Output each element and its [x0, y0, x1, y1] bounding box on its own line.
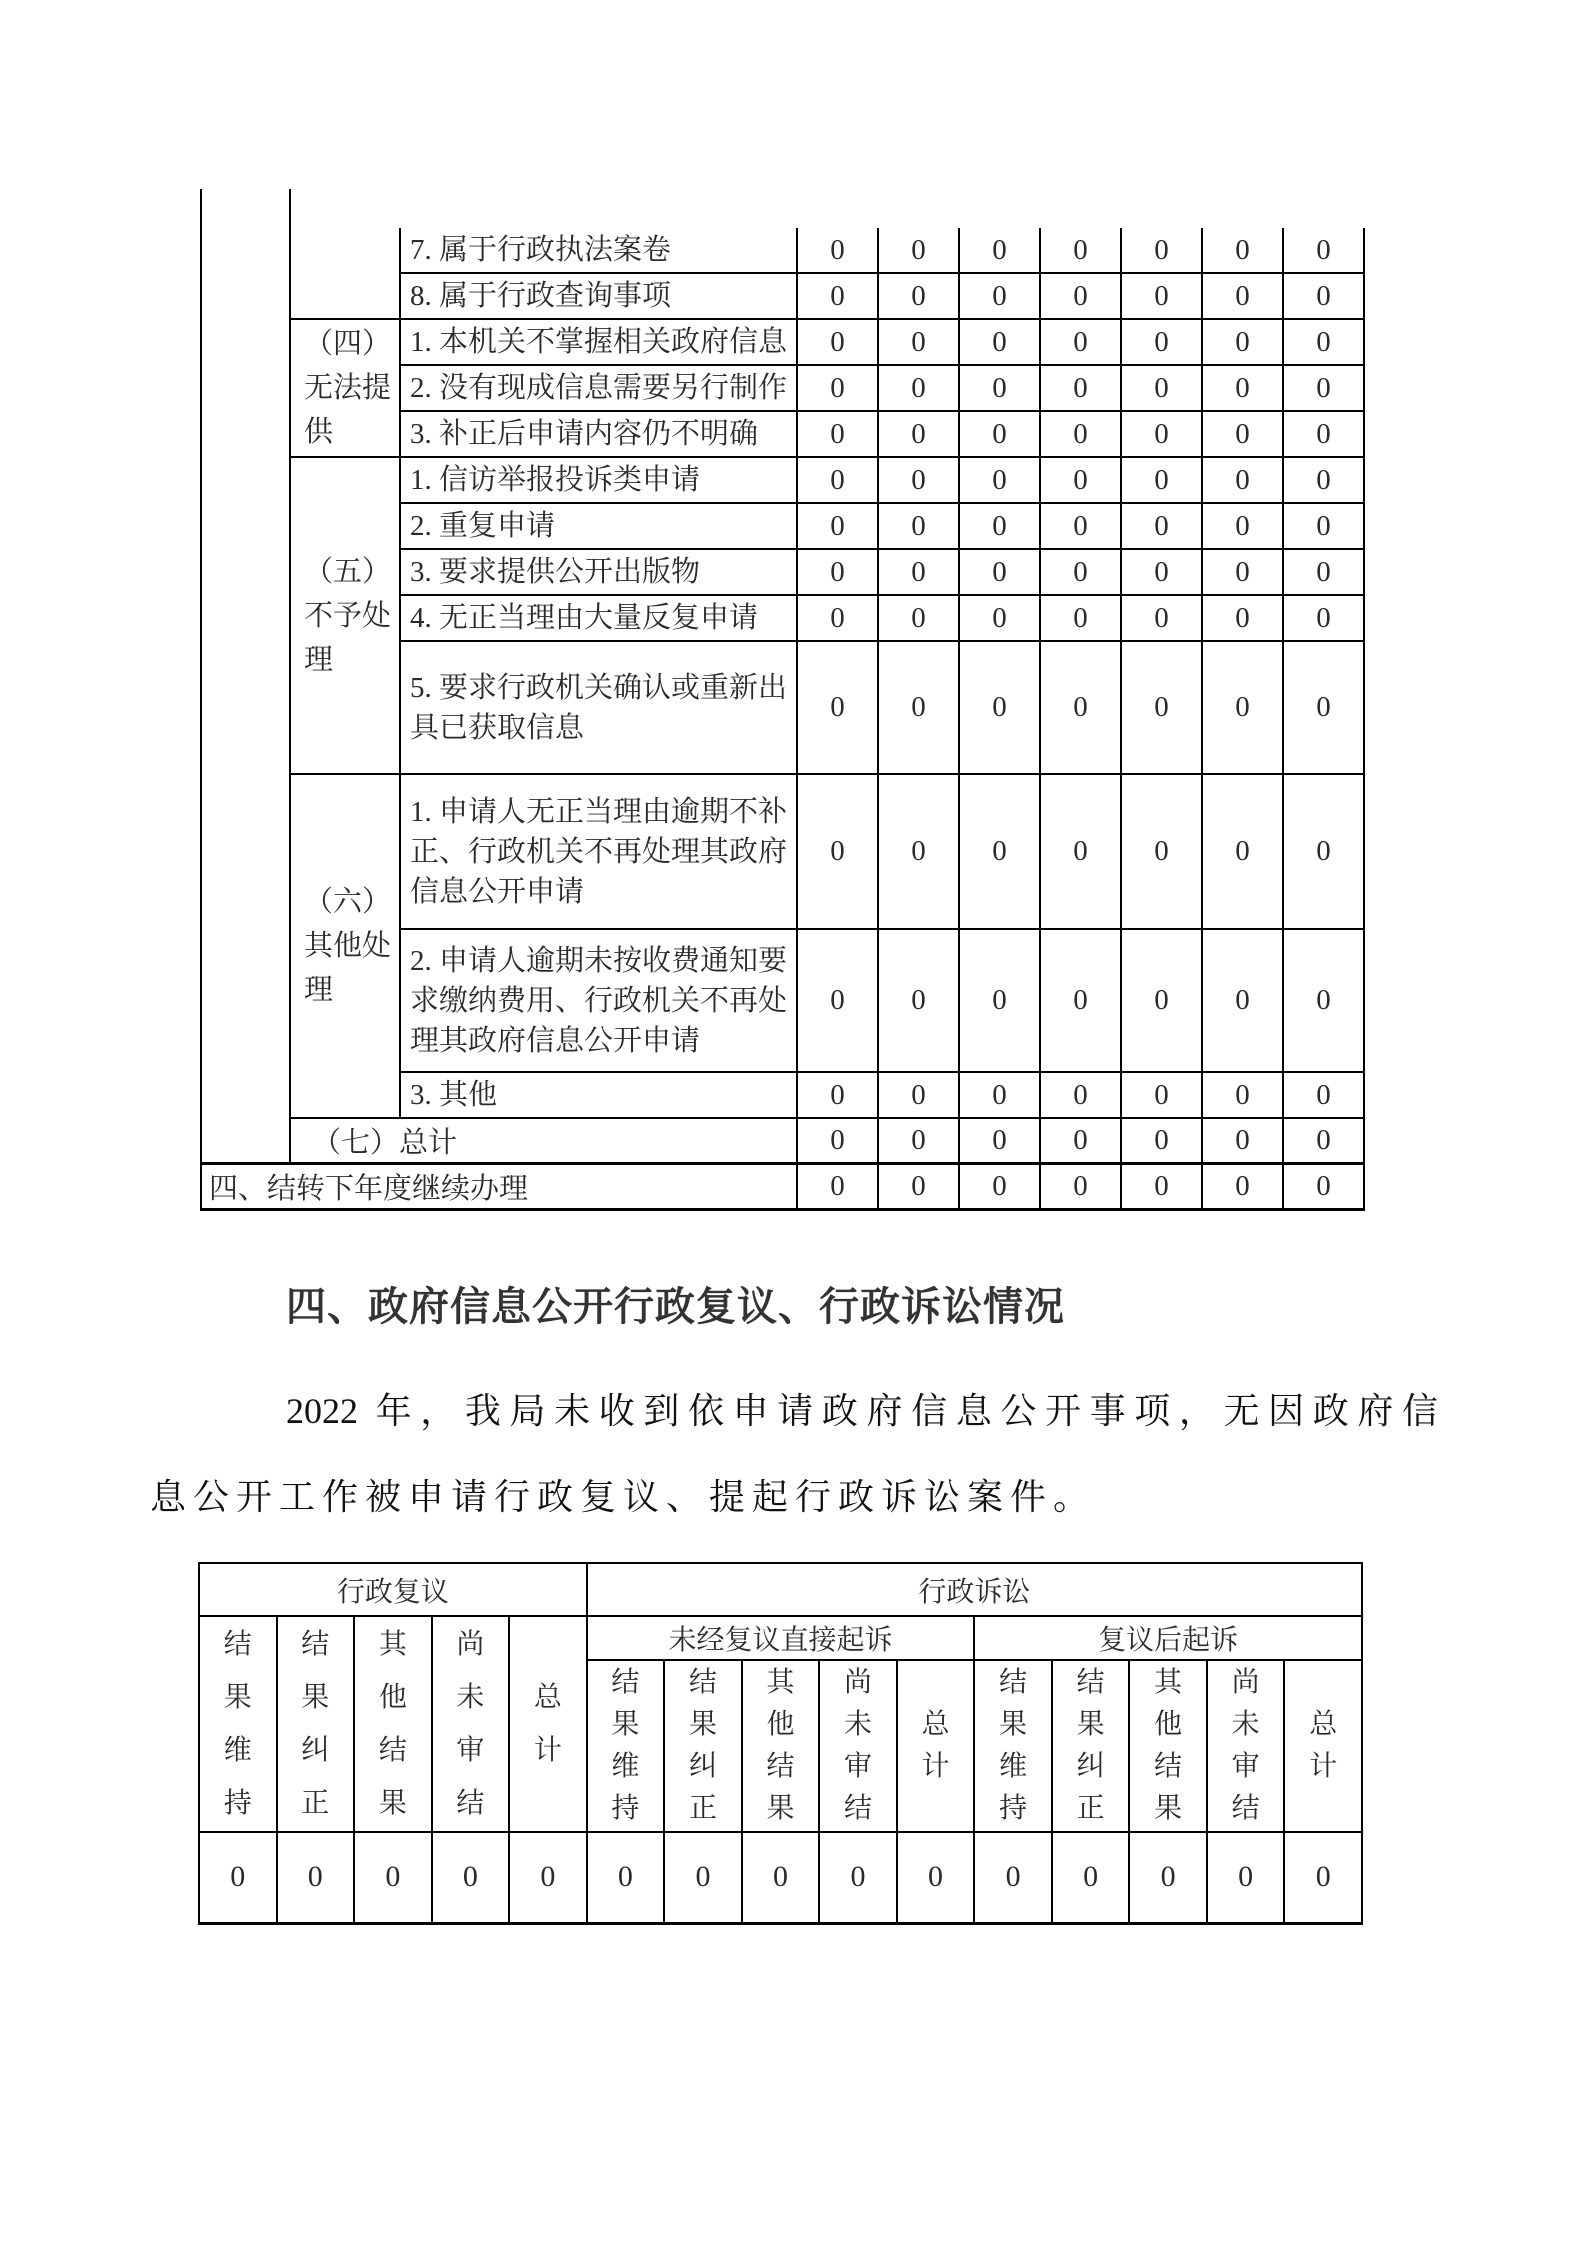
value-cell: 0: [878, 503, 959, 549]
value-cell: 0: [1202, 595, 1283, 641]
value-cell: 0: [1040, 411, 1121, 457]
category-label: （四）无法提供: [290, 319, 400, 457]
value-cell: 0: [1121, 273, 1202, 319]
value-cell: 0: [1040, 457, 1121, 503]
value-cell: 0: [819, 1832, 897, 1923]
value-cell: 0: [1121, 457, 1202, 503]
column-header: 结果维持: [199, 1616, 277, 1832]
value-cell: 0: [959, 411, 1040, 457]
review-header: 行政复议: [199, 1563, 587, 1616]
value-cell: 0: [1121, 929, 1202, 1072]
row-label: 2. 重复申请: [400, 503, 797, 549]
value-cell: 0: [797, 1118, 878, 1164]
value-cell: 0: [797, 549, 878, 595]
value-cell: 0: [1207, 1832, 1285, 1923]
value-cell: 0: [959, 503, 1040, 549]
paragraph-line: 息公开工作被申请行政复议、提起行政诉讼案件。: [150, 1477, 1097, 1517]
carryover-row-label: 四、结转下年度继续办理: [201, 1164, 797, 1210]
value-cell: 0: [878, 1118, 959, 1164]
value-cell: 0: [742, 1832, 820, 1923]
value-cell: 0: [1283, 411, 1364, 457]
section-heading: 四、政府信息公开行政复议、行政诉讼情况: [286, 1285, 1065, 1329]
post-review-litigation-header: 复议后起诉: [974, 1616, 1362, 1660]
value-cell: 0: [797, 641, 878, 774]
value-cell: 0: [878, 273, 959, 319]
value-cell: 0: [959, 549, 1040, 595]
value-cell: 0: [432, 1832, 510, 1923]
value-cell: 0: [1283, 1118, 1364, 1164]
value-cell: 0: [959, 641, 1040, 774]
value-cell: 0: [1283, 273, 1364, 319]
row-label: 7. 属于行政执法案卷: [400, 228, 797, 273]
value-cell: 0: [1040, 1164, 1121, 1210]
value-cell: 0: [1283, 319, 1364, 365]
value-cell: 0: [974, 1832, 1052, 1923]
value-cell: 0: [1040, 273, 1121, 319]
value-cell: 0: [1040, 503, 1121, 549]
value-cell: 0: [1283, 929, 1364, 1072]
value-cell: 0: [1040, 228, 1121, 273]
value-cell: 0: [1121, 1164, 1202, 1210]
column-header: 总计: [509, 1616, 587, 1832]
value-cell: 0: [797, 228, 878, 273]
row-label: 1. 本机关不掌握相关政府信息: [400, 319, 797, 365]
value-cell: 0: [1040, 641, 1121, 774]
column-header: 结果纠正: [277, 1616, 355, 1832]
value-cell: 0: [1121, 1118, 1202, 1164]
value-cell: 0: [1121, 595, 1202, 641]
value-cell: 0: [1121, 774, 1202, 929]
value-cell: 0: [1283, 228, 1364, 273]
column-header: 结果维持: [974, 1660, 1052, 1832]
value-cell: 0: [1283, 641, 1364, 774]
value-cell: 0: [797, 1072, 878, 1118]
value-cell: 0: [199, 1832, 277, 1923]
value-cell: 0: [797, 595, 878, 641]
category-label: （六）其他处理: [290, 774, 400, 1118]
value-cell: 0: [959, 595, 1040, 641]
row-label: 3. 要求提供公开出版物: [400, 549, 797, 595]
value-cell: 0: [1283, 595, 1364, 641]
value-cell: 0: [1121, 411, 1202, 457]
review-litigation-table: [198, 1562, 1363, 1925]
litigation-header: 行政诉讼: [587, 1563, 1362, 1616]
value-cell: 0: [1283, 1164, 1364, 1210]
value-cell: 0: [878, 641, 959, 774]
value-cell: 0: [1202, 365, 1283, 411]
row-label: 3. 其他: [400, 1072, 797, 1118]
value-cell: 0: [1121, 549, 1202, 595]
value-cell: 0: [959, 457, 1040, 503]
value-cell: 0: [1202, 319, 1283, 365]
row-label: 1. 申请人无正当理由逾期不补正、行政机关不再处理其政府信息公开申请: [400, 774, 797, 929]
value-cell: 0: [1129, 1832, 1207, 1923]
value-cell: 0: [797, 929, 878, 1072]
value-cell: 0: [1202, 1072, 1283, 1118]
value-cell: 0: [797, 1164, 878, 1210]
value-cell: 0: [1202, 929, 1283, 1072]
value-cell: 0: [1121, 503, 1202, 549]
value-cell: 0: [664, 1832, 742, 1923]
value-cell: 0: [959, 1164, 1040, 1210]
value-cell: 0: [797, 503, 878, 549]
value-cell: 0: [1121, 228, 1202, 273]
paragraph-line: 2022 年，我局未收到依申请政府信息公开事项，无因政府信: [286, 1391, 1438, 1431]
value-cell: 0: [1040, 319, 1121, 365]
column-header: 其他结果: [742, 1660, 820, 1832]
column-header: 总计: [897, 1660, 975, 1832]
column-header: 结果维持: [587, 1660, 665, 1832]
value-cell: 0: [959, 1118, 1040, 1164]
value-cell: 0: [1202, 774, 1283, 929]
column-header: 其他结果: [1129, 1660, 1207, 1832]
column-header: 总计: [1284, 1660, 1362, 1832]
category-label: （五）不予处理: [290, 457, 400, 774]
value-cell: 0: [1284, 1832, 1362, 1923]
row-label: 1. 信访举报投诉类申请: [400, 457, 797, 503]
value-cell: 0: [1121, 319, 1202, 365]
value-cell: 0: [878, 319, 959, 365]
value-cell: 0: [797, 273, 878, 319]
value-cell: 0: [797, 457, 878, 503]
value-cell: 0: [959, 273, 1040, 319]
table-cell-category-span: [290, 228, 400, 319]
value-cell: 0: [878, 929, 959, 1072]
column-header: 结果纠正: [1052, 1660, 1130, 1832]
value-cell: 0: [878, 457, 959, 503]
value-cell: 0: [354, 1832, 432, 1923]
value-cell: 0: [959, 1072, 1040, 1118]
column-header: 尚未审结: [1207, 1660, 1285, 1832]
value-cell: 0: [1040, 365, 1121, 411]
column-header: 其他结果: [354, 1616, 432, 1832]
value-cell: 0: [878, 595, 959, 641]
value-cell: 0: [1121, 641, 1202, 774]
value-cell: 0: [878, 365, 959, 411]
value-cell: 0: [959, 228, 1040, 273]
value-cell: 0: [1040, 549, 1121, 595]
processing-results-table: [200, 228, 1365, 1211]
total-row-label: （七）总计: [290, 1118, 797, 1164]
value-cell: 0: [1202, 1118, 1283, 1164]
column-header: 尚未审结: [819, 1660, 897, 1832]
value-cell: 0: [878, 1164, 959, 1210]
value-cell: 0: [1202, 1164, 1283, 1210]
value-cell: 0: [1283, 774, 1364, 929]
value-cell: 0: [1202, 457, 1283, 503]
body-paragraph: [150, 1368, 1438, 1540]
row-label: 2. 申请人逾期未按收费通知要求缴纳费用、行政机关不再处理其政府信息公开申请: [400, 929, 797, 1072]
column-header: 结果纠正: [664, 1660, 742, 1832]
value-cell: 0: [878, 228, 959, 273]
value-cell: 0: [797, 411, 878, 457]
direct-litigation-header: 未经复议直接起诉: [587, 1616, 975, 1660]
value-cell: 0: [878, 774, 959, 929]
value-cell: 0: [878, 411, 959, 457]
value-cell: 0: [1202, 228, 1283, 273]
value-cell: 0: [1202, 503, 1283, 549]
value-cell: 0: [1283, 365, 1364, 411]
value-cell: 0: [878, 1072, 959, 1118]
row-label: 8. 属于行政查询事项: [400, 273, 797, 319]
value-cell: 0: [1040, 774, 1121, 929]
value-cell: 0: [1283, 457, 1364, 503]
value-cell: 0: [797, 774, 878, 929]
value-cell: 0: [897, 1832, 975, 1923]
table-continuation-border-inner: [289, 189, 291, 229]
value-cell: 0: [1121, 365, 1202, 411]
value-cell: 0: [1202, 411, 1283, 457]
row-label: 3. 补正后申请内容仍不明确: [400, 411, 797, 457]
value-cell: 0: [959, 929, 1040, 1072]
value-cell: 0: [1202, 273, 1283, 319]
value-cell: 0: [878, 549, 959, 595]
value-cell: 0: [587, 1832, 665, 1923]
value-cell: 0: [1040, 595, 1121, 641]
table-cell-section-span: [201, 228, 290, 1164]
row-label: 5. 要求行政机关确认或重新出具已获取信息: [400, 641, 797, 774]
value-cell: 0: [1283, 549, 1364, 595]
value-cell: 0: [959, 319, 1040, 365]
value-cell: 0: [277, 1832, 355, 1923]
value-cell: 0: [509, 1832, 587, 1923]
value-cell: 0: [1040, 929, 1121, 1072]
column-header: 尚未审结: [432, 1616, 510, 1832]
value-cell: 0: [1040, 1072, 1121, 1118]
table-continuation-border-left: [200, 189, 202, 229]
row-label: 4. 无正当理由大量反复申请: [400, 595, 797, 641]
value-cell: 0: [1052, 1832, 1130, 1923]
value-cell: 0: [1283, 503, 1364, 549]
value-cell: 0: [797, 319, 878, 365]
value-cell: 0: [1202, 549, 1283, 595]
row-label: 2. 没有现成信息需要另行制作: [400, 365, 797, 411]
value-cell: 0: [1040, 1118, 1121, 1164]
value-cell: 0: [1202, 641, 1283, 774]
value-cell: 0: [797, 365, 878, 411]
value-cell: 0: [1121, 1072, 1202, 1118]
value-cell: 0: [959, 365, 1040, 411]
value-cell: 0: [1283, 1072, 1364, 1118]
value-cell: 0: [959, 774, 1040, 929]
